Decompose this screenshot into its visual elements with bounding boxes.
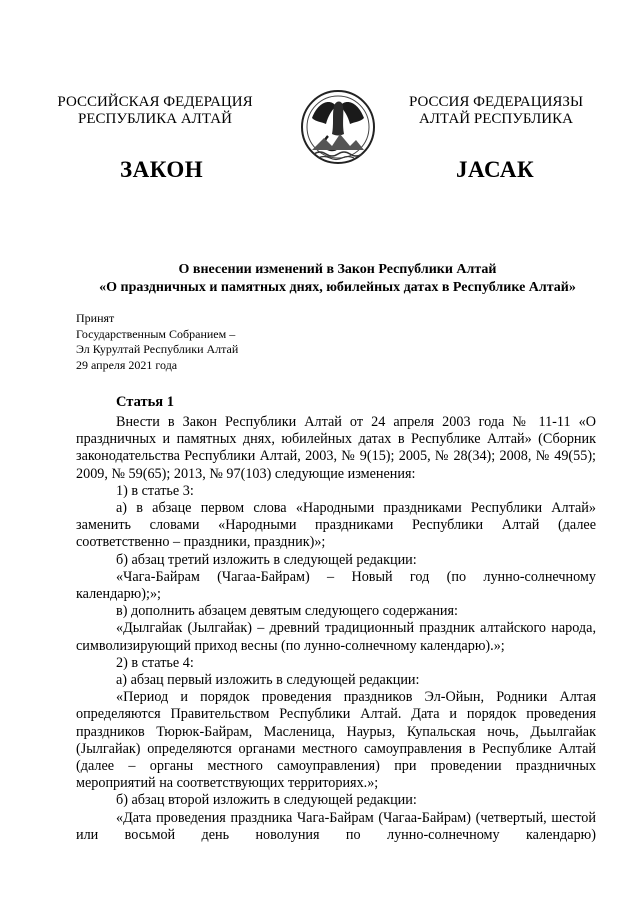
paragraph-3b-text: «Чага-Байрам (Чагаа-Байрам) – Новый год (по лунно-солнечному календарю);»; bbox=[76, 568, 596, 603]
paragraph-3a: а) в абзаце первом слова «Народными праздниками Республики Алтай» заменить словами «Народными праздниками Республики Алтай (далее соответственно – праздники, праздник)»; bbox=[76, 500, 596, 551]
republic-altai-emblem bbox=[298, 84, 378, 170]
adopted-by: Государственным Собранием – bbox=[76, 326, 236, 341]
paragraph-item-1: 1) в статье 3: bbox=[116, 482, 194, 499]
paragraph-3c: в) дополнить абзацем девятым следующего содержания: bbox=[116, 603, 458, 620]
paragraph-4a: а) абзац первый изложить в следующей редакции: bbox=[116, 672, 420, 689]
law-heading-ru: ЗАКОН bbox=[120, 157, 204, 182]
header-country-alt: РОССИЯ ФЕДЕРАЦИЯЗЫ bbox=[408, 94, 584, 110]
header-republic-ru: РЕСПУБЛИКА АЛТАЙ bbox=[78, 111, 232, 127]
document-title-line1: О внесении изменений в Закон Республики Алтай bbox=[178, 262, 497, 277]
adopted-body: Эл Курултай Республики Алтай bbox=[76, 342, 239, 356]
paragraph-item-2: 2) в статье 4: bbox=[116, 654, 194, 671]
law-heading-alt: JАСАК bbox=[456, 157, 535, 182]
header-country-ru: РОССИЙСКАЯ ФЕДЕРАЦИЯ bbox=[57, 94, 253, 110]
paragraph-4b-text: «Дата проведения праздника Чага-Байрам (Чагаа-Байрам) (четвертый, шестой или восьмой день новолуния по лунно-солнечному календарю) bbox=[76, 809, 596, 843]
paragraph-3b: б) абзац третий изложить в следующей редакции: bbox=[116, 551, 417, 568]
paragraph-4b: б) абзац второй изложить в следующей редакции: bbox=[116, 792, 417, 809]
header-right bbox=[406, 94, 586, 128]
paragraph-intro: Внести в Закон Республики Алтай от 24 апреля 2003 года № 11-11 «О праздничных и памятных днях, юбилейных датах в Республике Алтай» (Сборник законодательства Республики Алтай, 2003, № 9(15); 2005, № 28(34); 2008, № 49(55); 2009, № 59(65); 2013, № 97(103) следующие изменения: bbox=[76, 414, 596, 482]
paragraph-3c-text: «Дылгайак (Јылгайак) – древний традиционный праздник алтайского народа, символизирующий приход весны (по лунно-солнечному календарю).»; bbox=[76, 620, 596, 654]
document-title-line2: «О праздничных и памятных днях, юбилейных датах в Республике Алтай» bbox=[99, 280, 576, 295]
paragraph-4a-text: «Период и порядок проведения праздников Эл-Ойын, Родники Алтая определяются Правительством Республики Алтай. Дата и порядок проведения праздников Тюрюк-Байрам, Масленица, Наурыз, Купальская ночь, Дьылгайак (Јылгайак) определяются органами местного самоуправления в Республике Алтай (далее – органы местного самоуправления) при проведении праздничных мероприятий на соответствующих территориях.»; bbox=[76, 689, 596, 792]
header-left bbox=[56, 94, 254, 128]
adopted-date: 29 апреля 2021 года bbox=[76, 357, 178, 372]
header-republic-alt: АЛТАЙ РЕСПУБЛИКА bbox=[419, 111, 573, 127]
article-heading: Статья 1 bbox=[116, 394, 174, 410]
article-body bbox=[76, 414, 596, 844]
adopted-label: Принят bbox=[76, 311, 115, 325]
coat-of-arms-icon bbox=[298, 84, 378, 170]
adopted-block bbox=[76, 311, 238, 373]
